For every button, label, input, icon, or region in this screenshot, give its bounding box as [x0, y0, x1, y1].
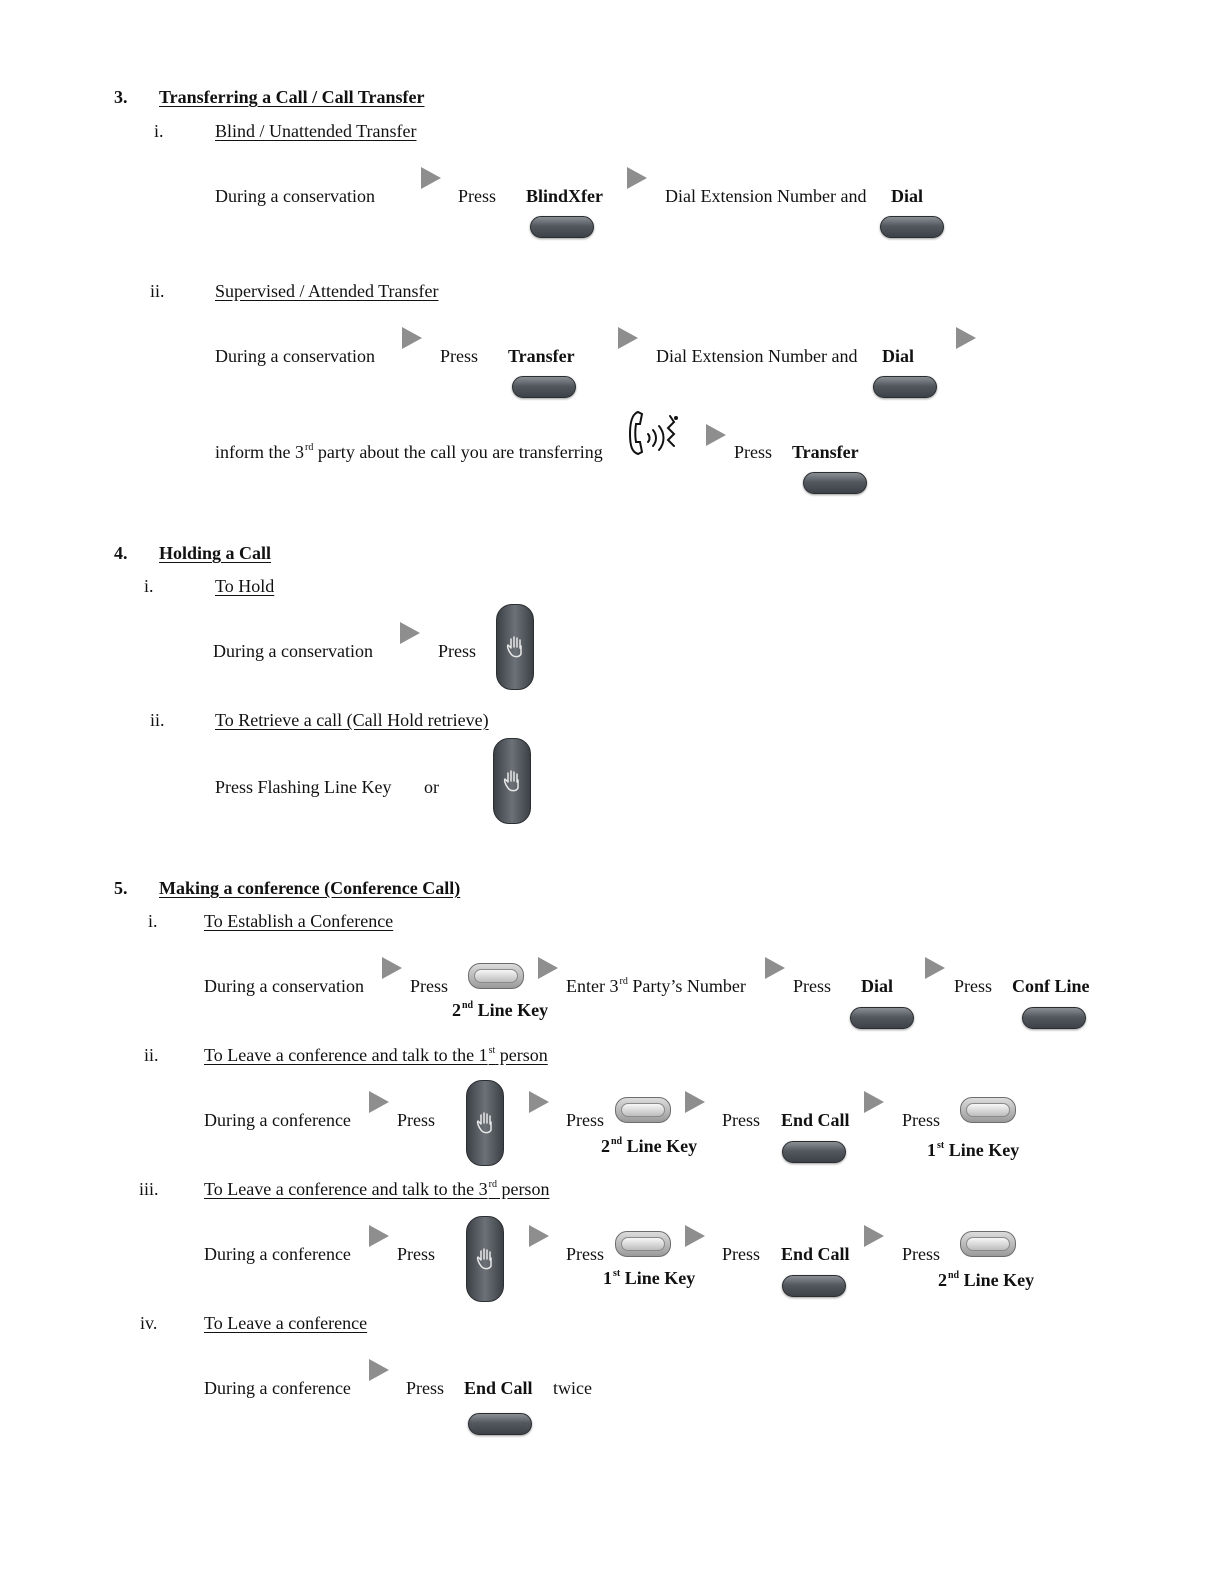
s5-i-press3: Press [954, 976, 993, 996]
end-call-softkey[interactable] [468, 1413, 532, 1435]
arrow-right-icon [685, 1091, 705, 1113]
end-call-softkey[interactable] [782, 1275, 846, 1297]
arrow-right-icon [402, 327, 422, 349]
s5-iii-during: During a conference [204, 1244, 351, 1264]
end-call-label: End Call [781, 1110, 850, 1130]
arrow-right-icon [529, 1225, 549, 1247]
hold-key[interactable] [493, 738, 531, 824]
arrow-right-icon [706, 424, 726, 446]
arrow-right-icon [685, 1225, 705, 1247]
s4-i-title: To Hold [215, 576, 275, 596]
s5-iv-press: Press [406, 1378, 445, 1398]
s5-iii-label: iii. [139, 1179, 159, 1199]
conf-line-softkey[interactable] [1022, 1007, 1086, 1029]
s5-ii-key-a-label: 2nd Line Key [601, 1136, 698, 1156]
arrow-right-icon [529, 1091, 549, 1113]
s5-iii-key-b-label: 2nd Line Key [938, 1270, 1035, 1290]
dial-softkey[interactable] [873, 376, 937, 398]
s4-ii-or: or [424, 777, 439, 797]
line-key[interactable] [615, 1097, 671, 1123]
hold-hand-icon [473, 1246, 497, 1272]
s5-ii-press1: Press [397, 1110, 436, 1130]
arrow-right-icon [421, 167, 441, 189]
line-key[interactable] [960, 1231, 1016, 1257]
arrow-right-icon [400, 622, 420, 644]
s3-ii-during: During a conservation [215, 346, 375, 366]
end-call-softkey[interactable] [782, 1141, 846, 1163]
section-3-number: 3. [114, 87, 128, 107]
arrow-right-icon [538, 957, 558, 979]
dial-softkey[interactable] [880, 216, 944, 238]
s5-iii-press4: Press [902, 1244, 941, 1264]
arrow-right-icon [925, 957, 945, 979]
s4-ii-label: ii. [150, 710, 165, 730]
s3-ii-title: Supervised / Attended Transfer [215, 281, 439, 301]
s5-ii-press4: Press [902, 1110, 941, 1130]
conf-line-label: Conf Line [1012, 976, 1090, 996]
arrow-right-icon [382, 957, 402, 979]
arrow-right-icon [618, 327, 638, 349]
transfer-softkey[interactable] [512, 376, 576, 398]
arrow-right-icon [369, 1091, 389, 1113]
s3-ii-dial-text: Dial Extension Number and [656, 346, 858, 366]
s5-i-line-key-label: 2nd Line Key [452, 1000, 549, 1020]
s5-i-label: i. [148, 911, 158, 931]
s5-ii-title: To Leave a conference and talk to the 1st person [204, 1045, 548, 1065]
s5-ii-press2: Press [566, 1110, 605, 1130]
arrow-right-icon [627, 167, 647, 189]
dial-label: Dial [891, 186, 924, 206]
s4-i-press: Press [438, 641, 477, 661]
transfer-label: Transfer [508, 346, 575, 366]
dial-softkey[interactable] [850, 1007, 914, 1029]
s5-iii-press3: Press [722, 1244, 761, 1264]
s5-ii-label: ii. [144, 1045, 159, 1065]
hold-key[interactable] [466, 1080, 504, 1166]
s5-i-press2: Press [793, 976, 832, 996]
s5-ii-during: During a conference [204, 1110, 351, 1130]
s3-ii-inform: inform the 3rd party about the call you are transferring [215, 442, 603, 462]
s5-iii-key-a-label: 1st Line Key [603, 1268, 696, 1288]
s5-iii-press1: Press [397, 1244, 436, 1264]
arrow-right-icon [864, 1225, 884, 1247]
s5-iv-during: During a conference [204, 1378, 351, 1398]
s5-ii-press3: Press [722, 1110, 761, 1130]
s4-i-during: During a conservation [213, 641, 373, 661]
s5-iv-twice: twice [553, 1378, 592, 1398]
s4-ii-text: Press Flashing Line Key [215, 777, 392, 797]
s4-ii-title: To Retrieve a call (Call Hold retrieve) [215, 710, 489, 730]
handset-speaking-icon [626, 408, 682, 458]
section-5-title: Making a conference (Conference Call) [159, 878, 461, 898]
s5-iii-press2: Press [566, 1244, 605, 1264]
section-4-title: Holding a Call [159, 543, 272, 563]
end-call-label: End Call [781, 1244, 850, 1264]
hold-key[interactable] [496, 604, 534, 690]
s3-i-title: Blind / Unattended Transfer [215, 121, 417, 141]
arrow-right-icon [765, 957, 785, 979]
s5-i-enter: Enter 3rd Party’s Number [566, 976, 746, 996]
s3-ii-press: Press [440, 346, 479, 366]
hold-hand-icon [500, 768, 524, 794]
dial-label: Dial [882, 346, 915, 366]
blindxfer-label: BlindXfer [526, 186, 604, 206]
section-3-title: Transferring a Call / Call Transfer [159, 87, 425, 107]
line-key[interactable] [468, 963, 524, 989]
end-call-label: End Call [464, 1378, 533, 1398]
line-key[interactable] [960, 1097, 1016, 1123]
s5-i-during: During a conservation [204, 976, 364, 996]
arrow-right-icon [369, 1225, 389, 1247]
s3-i-press: Press [458, 186, 497, 206]
arrow-right-icon [369, 1359, 389, 1381]
s4-i-label: i. [144, 576, 154, 596]
transfer-label-2: Transfer [792, 442, 859, 462]
s3-i-label: i. [154, 121, 164, 141]
hold-hand-icon [473, 1110, 497, 1136]
s3-ii-label: ii. [150, 281, 165, 301]
section-5-number: 5. [114, 878, 128, 898]
hold-key[interactable] [466, 1216, 504, 1302]
s5-iii-title: To Leave a conference and talk to the 3rd person [204, 1179, 550, 1199]
blindxfer-softkey[interactable] [530, 216, 594, 238]
s3-i-dial-text: Dial Extension Number and [665, 186, 867, 206]
s5-iv-title: To Leave a conference [204, 1313, 368, 1333]
arrow-right-icon [864, 1091, 884, 1113]
dial-label: Dial [861, 976, 894, 996]
section-4-number: 4. [114, 543, 128, 563]
s3-ii-press2: Press [734, 442, 773, 462]
hold-hand-icon [503, 634, 527, 660]
arrow-right-icon [956, 327, 976, 349]
line-key[interactable] [615, 1231, 671, 1257]
s5-iv-label: iv. [140, 1313, 158, 1333]
s5-i-press1: Press [410, 976, 449, 996]
transfer-softkey-2[interactable] [803, 472, 867, 494]
s5-i-title: To Establish a Conference [204, 911, 394, 931]
s3-i-during: During a conservation [215, 186, 375, 206]
s5-ii-key-b-label: 1st Line Key [927, 1140, 1020, 1160]
